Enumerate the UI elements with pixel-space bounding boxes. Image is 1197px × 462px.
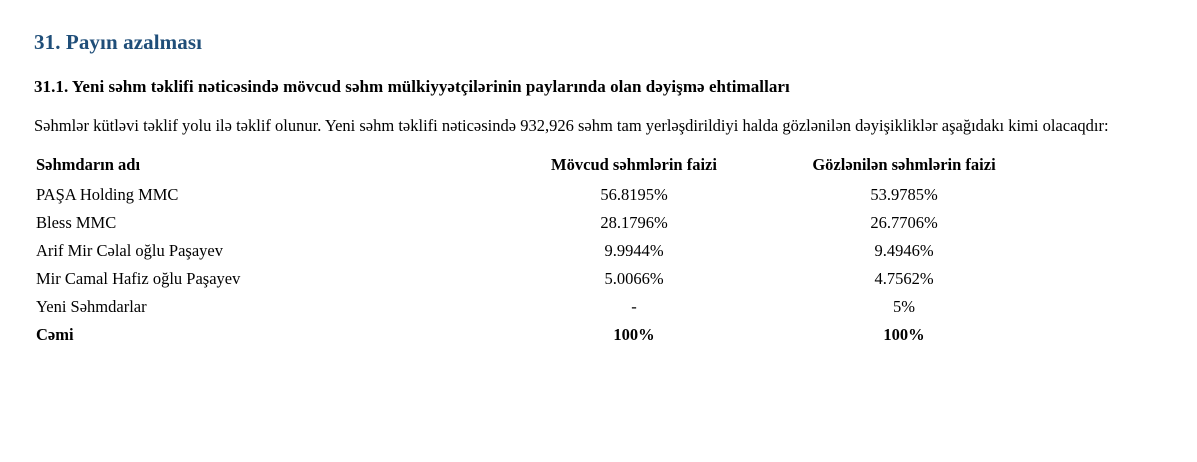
cell-shareholder-name: Arif Mir Cəlal oğlu Paşayev bbox=[36, 241, 223, 261]
table-row bbox=[34, 181, 1039, 209]
intro-paragraph: Səhmlər kütləvi təklif yolu ilə təklif olunur. Yeni səhm təklifi nəticəsində 932,926 səhm tam yerləşdirildiyi halda gözlənilən dəyişikliklər aşağıdakı kimi olacaqdır: bbox=[34, 116, 1109, 135]
cell-expected-percentage: 9.4946% bbox=[874, 241, 934, 261]
table-header-row bbox=[34, 153, 1039, 181]
table-total-row bbox=[34, 321, 1039, 349]
cell-total-current: 100% bbox=[613, 325, 655, 345]
cell-total-expected: 100% bbox=[883, 325, 925, 345]
table-row bbox=[34, 209, 1039, 237]
cell-current-percentage: - bbox=[631, 297, 637, 317]
cell-shareholder-name: Yeni Səhmdarlar bbox=[36, 297, 147, 317]
cell-current-percentage: 9.9944% bbox=[604, 241, 664, 261]
cell-expected-percentage: 5% bbox=[893, 297, 915, 317]
subsection-title: 31.1. Yeni səhm təklifi nəticəsində mövcud səhm mülkiyyətçilərinin paylarında olan dəyişmə ehtimalları bbox=[34, 77, 790, 96]
cell-shareholder-name: Bless MMC bbox=[36, 213, 117, 233]
cell-total-label: Cəmi bbox=[36, 325, 74, 345]
table-row bbox=[34, 265, 1039, 293]
cell-shareholder-name: PAŞA Holding MMC bbox=[36, 185, 179, 205]
column-header-current-percentage: Mövcud səhmlərin faizi bbox=[551, 155, 717, 175]
column-header-shareholder-name: Səhmdarın adı bbox=[36, 155, 141, 175]
cell-shareholder-name: Mir Camal Hafiz oğlu Paşayev bbox=[36, 269, 241, 289]
cell-current-percentage: 5.0066% bbox=[604, 269, 664, 289]
table-row bbox=[34, 237, 1039, 265]
cell-expected-percentage: 26.7706% bbox=[870, 213, 938, 233]
page-title: 31. Payın azalması bbox=[34, 30, 203, 54]
cell-current-percentage: 28.1796% bbox=[600, 213, 668, 233]
cell-expected-percentage: 4.7562% bbox=[874, 269, 934, 289]
cell-current-percentage: 56.8195% bbox=[600, 185, 668, 205]
cell-expected-percentage: 53.9785% bbox=[870, 185, 938, 205]
column-header-expected-percentage: Gözlənilən səhmlərin faizi bbox=[812, 155, 996, 175]
table-row bbox=[34, 293, 1039, 321]
shareholders-table bbox=[34, 153, 1039, 349]
